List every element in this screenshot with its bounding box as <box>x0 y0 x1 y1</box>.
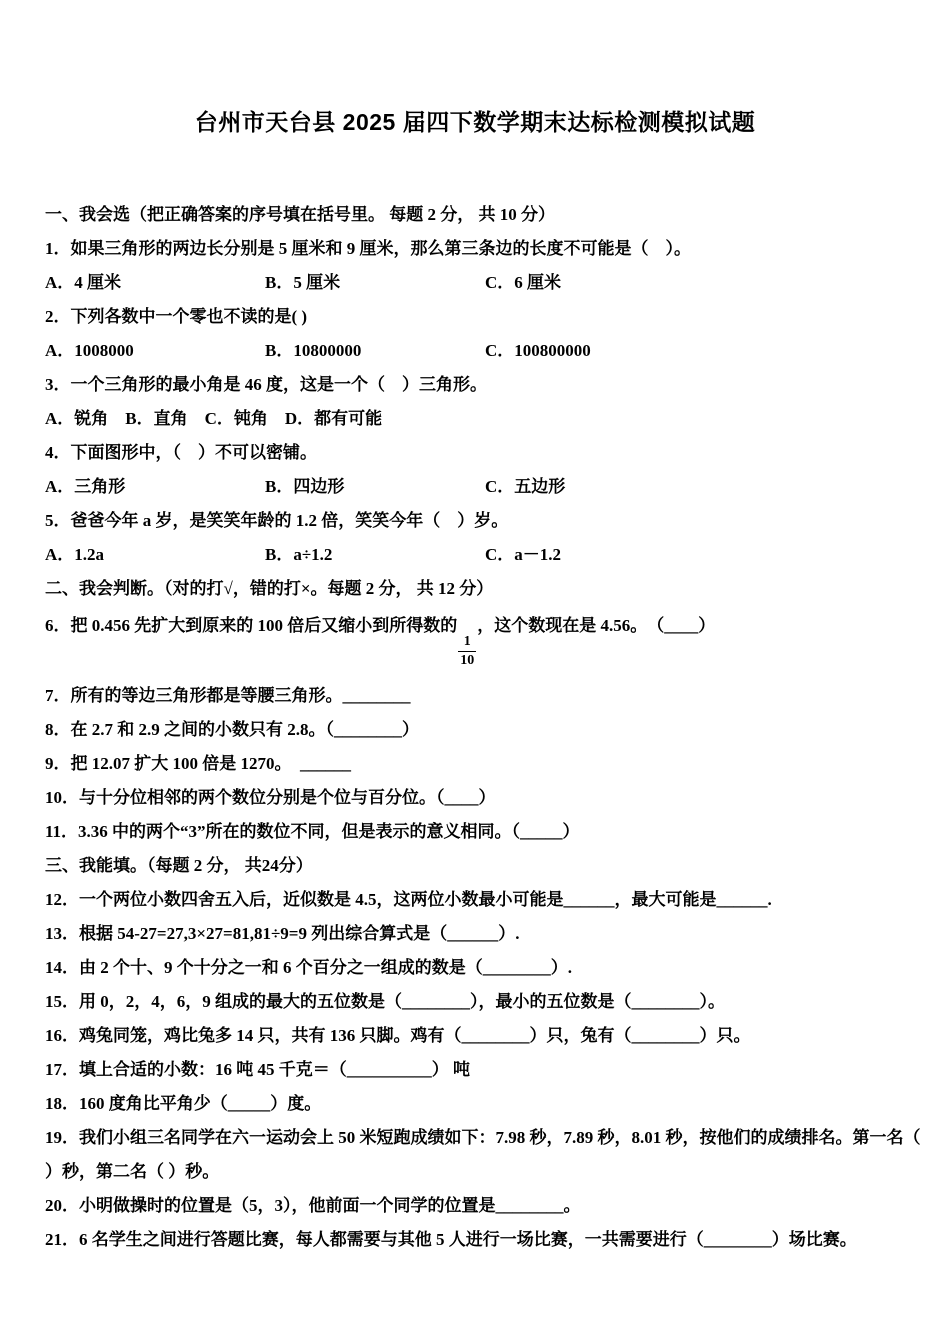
fraction-numerator: 1 <box>463 634 471 649</box>
option-a: A．4 厘米 <box>45 273 122 292</box>
question-text: 18．160 度角比平角少（_____）度。 <box>45 1094 322 1113</box>
question-text: 17．填上合适的小数：16 吨 45 千克＝（__________） 吨 <box>45 1060 470 1079</box>
option-b: B．5 厘米 <box>265 273 341 292</box>
question-text: 2．下列各数中一个零也不读的是( ) <box>45 307 308 326</box>
question-prefix: 6．把 0.456 先扩大到原来的 100 倍后又缩小到所得数的 <box>45 616 458 635</box>
options-row <box>45 470 932 504</box>
options-row <box>45 266 932 300</box>
section-heading: 二、我会判断。（对的打√，错的打×。每题 2 分， 共 12 分） <box>45 579 494 598</box>
question-text: 11．3.36 中的两个“3”所在的数位不同，但是表示的意义相同。（_____） <box>45 822 580 841</box>
question-text <box>45 609 932 668</box>
question-text: 13．根据 54-27=27,3×27=81,81÷9=9 列出综合算式是（______）. <box>45 924 520 943</box>
question-text: 4．下面图形中，（ ）不可以密铺。 <box>45 443 317 462</box>
question-text: 16．鸡兔同笼，鸡比兔多 14 只，共有 136 只脚。鸡有（________）只，兔有（________）只。 <box>45 1026 751 1045</box>
option-c: C．a－1.2 <box>485 545 562 564</box>
question-suffix: ，这个数现在是 4.56。 （____） <box>477 616 716 635</box>
fraction-denominator: 10 <box>460 653 475 668</box>
options-row <box>45 538 932 572</box>
options-row <box>45 334 932 368</box>
option-c: C．100800000 <box>485 341 591 360</box>
question-text: 10．与十分位相邻的两个数位分别是个位与百分位。（____） <box>45 788 496 807</box>
option-a: A．三角形 <box>45 477 126 496</box>
question-text: 8．在 2.7 和 2.9 之间的小数只有 2.8。（________） <box>45 720 419 739</box>
option-b: B．10800000 <box>265 341 362 360</box>
fraction <box>458 635 476 668</box>
option-b: B．四边形 <box>265 477 345 496</box>
question-text: 5．爸爸今年 a 岁，是笑笑年龄的 1.2 倍，笑笑今年（ ）岁。 <box>45 511 509 530</box>
option-c: C．五边形 <box>485 477 566 496</box>
question-text: 21．6 名学生之间进行答题比赛，每人都需要与其他 5 人进行一场比赛，一共需要进行（________）场比赛。 <box>45 1230 857 1249</box>
options-inline: A．锐角 B．直角 C．钝角 D．都有可能 <box>45 409 383 428</box>
question-text: 1．如果三角形的两边长分别是 5 厘米和 9 厘米，那么第三条边的长度不可能是（ ）。 <box>45 239 691 258</box>
question-text: 15．用 0，2，4，6，9 组成的最大的五位数是（________），最小的五位数是（________）。 <box>45 992 725 1011</box>
option-a: A．1.2a <box>45 545 105 564</box>
question-text: 9．把 12.07 扩大 100 倍是 1270。 ______ <box>45 754 351 773</box>
option-c: C．6 厘米 <box>485 273 562 292</box>
question-text: 20．小明做操时的位置是（5，3），他前面一个同学的位置是________。 <box>45 1196 581 1215</box>
page-title: 台州市天台县 2025 届四下数学期末达标检测模拟试题 <box>194 109 756 135</box>
exam-content <box>0 198 950 1257</box>
question-text: 3．一个三角形的最小角是 46 度，这是一个（ ）三角形。 <box>45 375 487 394</box>
question-text: 14．由 2 个十、9 个十分之一和 6 个百分之一组成的数是（________）. <box>45 958 572 977</box>
question-text: 12．一个两位小数四舍五入后，近似数是 4.5，这两位小数最小可能是______，最大可能是______. <box>45 890 772 909</box>
question-text: 7．所有的等边三角形都是等腰三角形。________ <box>45 686 411 705</box>
question-text: 19．我们小组三名同学在六一运动会上 50 米短跑成绩如下：7.98 秒，7.89 秒，8.01 秒，按他们的成绩排名。第一名（ ）秒，第二名（ ）秒。 <box>45 1128 921 1181</box>
section-heading: 一、我会选（把正确答案的序号填在括号里。 每题 2 分， 共 10 分） <box>45 205 555 224</box>
section-heading: 三、我能填。（每题 2 分， 共24分） <box>45 856 313 875</box>
option-b: B．a÷1.2 <box>265 545 333 564</box>
option-a: A．1008000 <box>45 341 134 360</box>
